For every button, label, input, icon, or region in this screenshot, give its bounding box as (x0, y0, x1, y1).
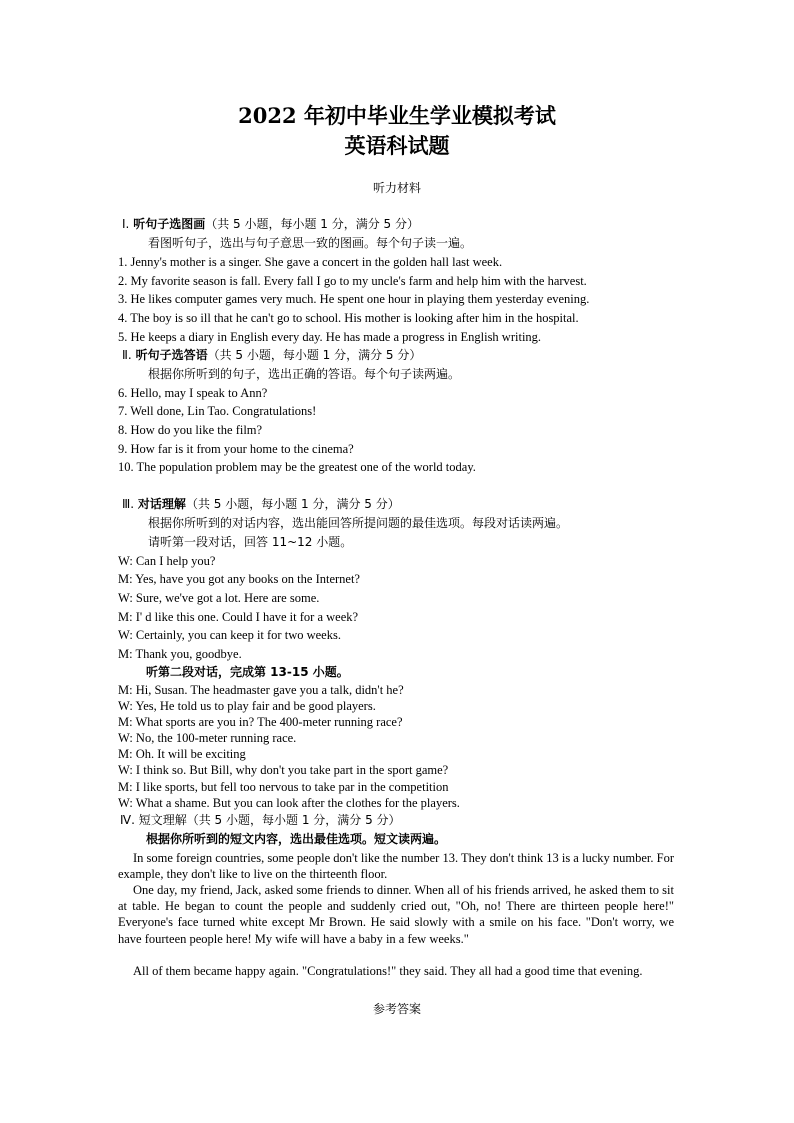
answer-key-heading: 参考答案 (372, 1002, 421, 1016)
section4-heading (120, 812, 401, 828)
section1-instruction: 看图听句子，选出与句子意思一致的图画。每个句子读一遍。 (148, 236, 473, 250)
dialog-line: W: Yes, He told us to play fair and be good players. (118, 699, 376, 713)
list-item: 8. How do you like the film? (118, 423, 263, 437)
section4-number: Ⅳ. (120, 813, 135, 827)
list-item: 6. Hello, may I speak to Ann? (118, 386, 268, 400)
section1-heading (122, 216, 419, 232)
list-item: 5. He keeps a diary in English every day. He has made a progress in English writing. (118, 330, 542, 344)
list-item: 10. The population problem may be the greatest one of the world today. (118, 460, 476, 474)
dialog-line: W: Can I help you? (118, 554, 216, 568)
dialog-line: M: Oh. It will be exciting (118, 747, 246, 761)
dialog-line: W: Sure, we've got a lot. Here are some. (118, 591, 320, 605)
dialog-line: W: Certainly, you can keep it for two weeks. (118, 628, 341, 642)
section4-note: （共 5 小题，每小题 1 分，满分 5 分） (186, 813, 401, 827)
listening-material-heading: 听力材料 (372, 181, 421, 195)
dialog-line: M: I' d like this one. Could I have it for a week? (118, 610, 359, 624)
section1-number: Ⅰ. (122, 217, 130, 231)
list-item: 4. The boy is so ill that he can't go to school. His mother is looking after him in the hospital. (118, 311, 579, 325)
list-item: 1. Jenny's mother is a singer. She gave a concert in the golden hall last week. (118, 255, 503, 269)
dialog-line: M: Thank you, goodbye. (118, 647, 242, 661)
section4-instruction: 根据你所听到的短文内容，选出最佳选项。短文读两遍。 (146, 832, 447, 846)
section2-title: 听句子选答语 (135, 348, 208, 362)
dialog1-intro: 请听第一段对话，回答 11~12 小题。 (148, 535, 353, 549)
list-item: 7. Well done, Lin Tao. Congratulations! (118, 404, 317, 418)
exam-subject-title: 英语科试题 (344, 133, 450, 158)
section2-heading (122, 347, 421, 363)
section2-instruction: 根据你所听到的句子，选出正确的答语。每个句子读两遍。 (148, 367, 461, 381)
dialog-line: W: I think so. But Bill, why don't you take part in the sport game? (118, 763, 449, 777)
exam-title: 2022 年初中毕业生学业模拟考试 (238, 103, 556, 128)
section2-number: Ⅱ. (122, 348, 132, 362)
dialog2-intro: 听第二段对话，完成第 13-15 小题。 (146, 665, 349, 679)
list-item: 3. He likes computer games very much. He spent one hour in playing them yesterday evening. (118, 292, 590, 306)
dialog-line: M: Yes, have you got any books on the Internet? (118, 572, 360, 586)
passage-paragraph: In some foreign countries, some people don't like the number 13. They don't think 13 is a lucky number. For example, they don't like to live on the thirteenth floor. (118, 851, 674, 882)
dialog-line: W: What a shame. But you can look after the clothes for the players. (118, 796, 460, 810)
section1-title: 听句子选图画 (133, 217, 206, 231)
section2-note: （共 5 小题，每小题 1 分，满分 5 分） (207, 348, 422, 362)
list-item: 2. My favorite season is fall. Every fall I go to my uncle's farm and help him with the harvest. (118, 274, 587, 288)
passage-paragraph: All of them became happy again. "Congratulations!" they said. They all had a good time that evening. (133, 964, 643, 978)
dialog-line: W: No, the 100-meter running race. (118, 731, 297, 745)
dialog-line: M: What sports are you in? The 400-meter running race? (118, 715, 403, 729)
dialog-line: M: Hi, Susan. The headmaster gave you a talk, didn't he? (118, 683, 404, 697)
section3-instruction: 根据你所听到的对话内容，选出能回答所提问题的最佳选项。每段对话读两遍。 (148, 516, 569, 530)
passage-paragraph: One day, my friend, Jack, asked some friends to dinner. When all of his friends arrived, he asked them to sit at table. He began to count the people and suddenly cried out, "Oh, no! There are thirteen people here!" Everyone's face turned white except Mr Brown. He said slowly with a smile on his face. "Don't worry, we have fourteen people here! My wife will have a baby in a few weeks." (118, 883, 674, 946)
dialog-line: M: I like sports, but fell too nervous to take par in the competition (118, 780, 449, 794)
section3-note: （共 5 小题，每小题 1 分，满分 5 分） (185, 497, 400, 511)
list-item: 9. How far is it from your home to the cinema? (118, 442, 354, 456)
section3-number: Ⅲ. (122, 497, 135, 511)
section1-note: （共 5 小题，每小题 1 分，满分 5 分） (205, 217, 419, 231)
section4-title: 短文理解 (138, 813, 187, 827)
section3-heading (122, 496, 400, 512)
section3-title: 对话理解 (137, 497, 186, 511)
